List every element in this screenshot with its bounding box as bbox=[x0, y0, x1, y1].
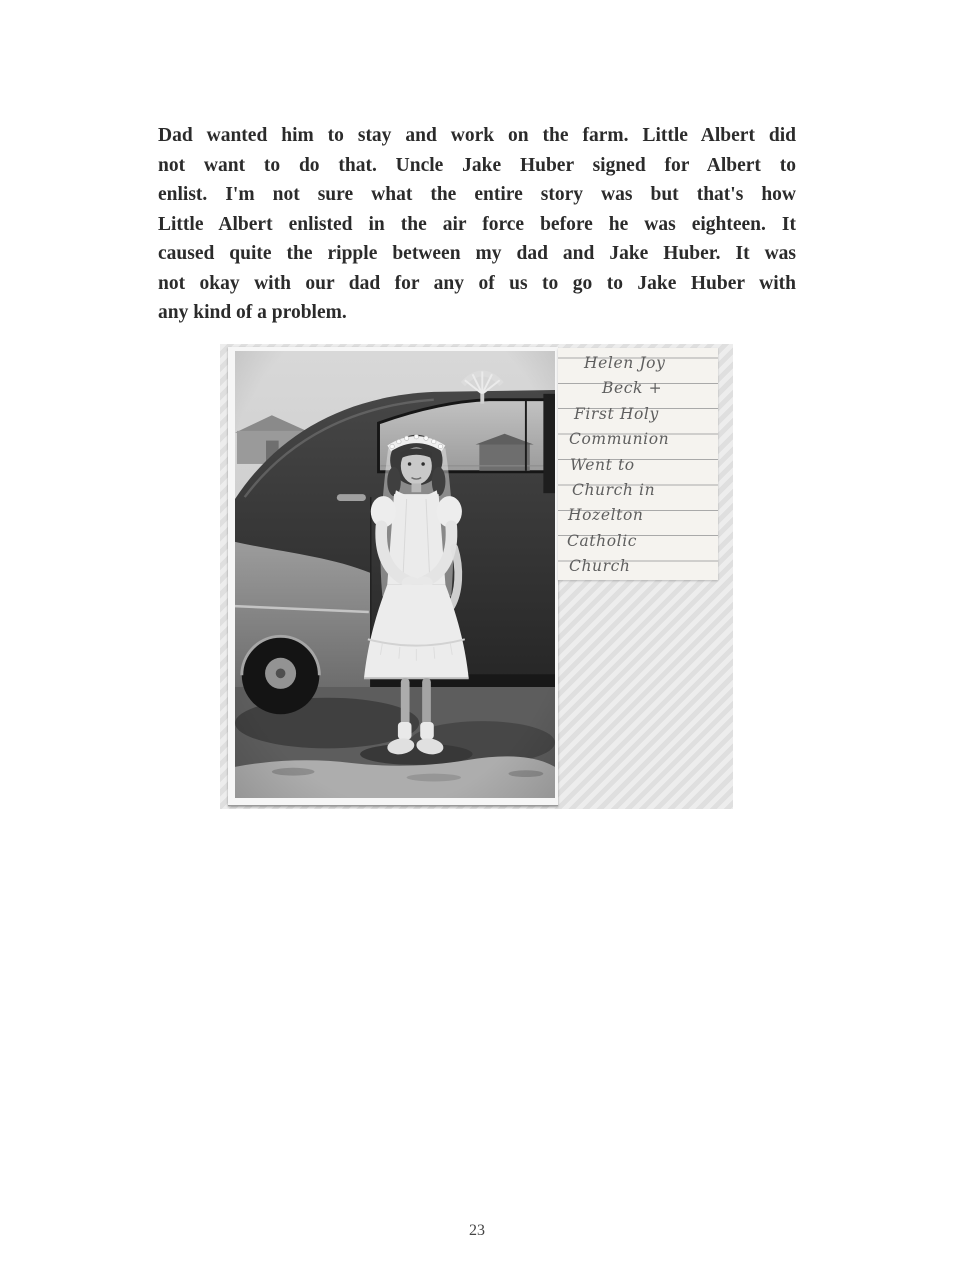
paragraph-line: not want to do that. Uncle Jake Huber signed for Albert to bbox=[158, 154, 796, 176]
note-line: Went to bbox=[570, 455, 635, 474]
note-line: Helen Joy bbox=[584, 354, 666, 372]
photo-scene bbox=[235, 351, 555, 798]
scrapbook-collage bbox=[220, 344, 733, 809]
paragraph-line: any kind of a problem. bbox=[158, 302, 347, 323]
paragraph-line: Dad wanted him to stay and work on the farm. Little Albert did bbox=[158, 125, 796, 146]
page-number: 23 bbox=[469, 1222, 485, 1239]
note-line: Hozelton bbox=[568, 506, 644, 525]
paragraph-line: caused quite the ripple between my dad and Jake Huber. It was bbox=[158, 243, 796, 264]
paragraph-line: enlist. I'm not sure what the entire story was but that's how bbox=[158, 184, 796, 205]
body-paragraph bbox=[158, 121, 796, 328]
note-line: Church in bbox=[572, 480, 656, 499]
photo-vignette bbox=[235, 351, 555, 798]
note-line: Beck + bbox=[602, 379, 663, 398]
handwritten-note bbox=[558, 348, 718, 580]
note-line: Church bbox=[569, 557, 631, 576]
note-line: Catholic bbox=[567, 531, 638, 550]
note-line: First Holy bbox=[574, 404, 659, 423]
paragraph-line: Little Albert enlisted in the air force before he was eighteen. It bbox=[158, 213, 796, 235]
note-line: Communion bbox=[569, 430, 670, 449]
paragraph-line: not okay with our dad for any of us to go to Jake Huber with bbox=[158, 272, 796, 294]
communion-photo bbox=[228, 347, 558, 806]
